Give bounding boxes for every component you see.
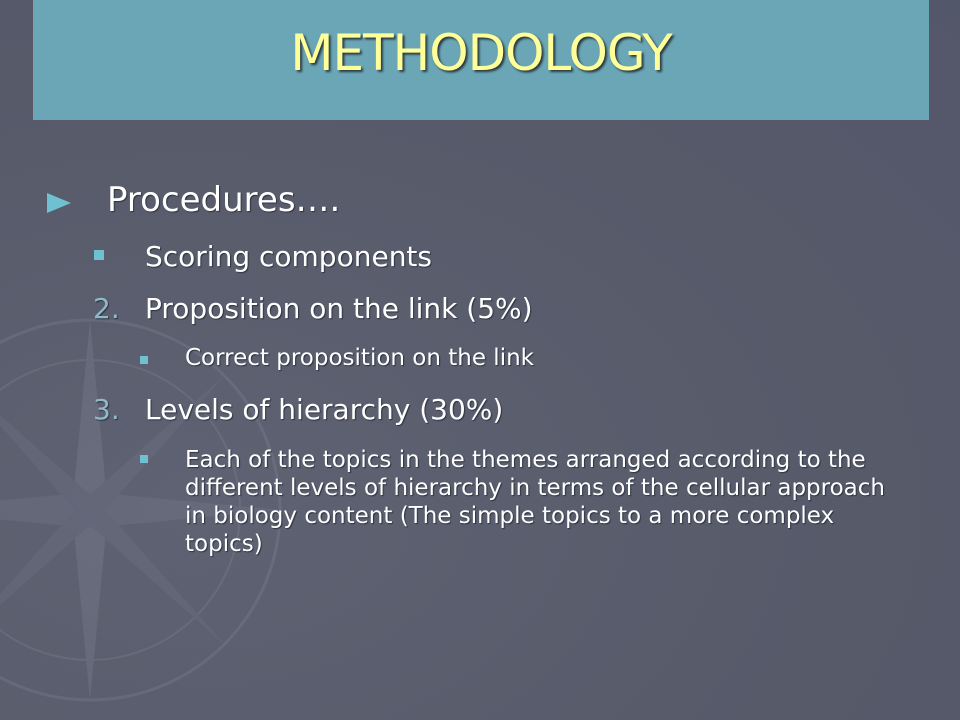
scoring-components-label: Scoring components (145, 240, 432, 273)
square-bullet-icon (140, 455, 148, 463)
square-bullet-icon (140, 356, 148, 364)
proposition-item: Proposition on the link (5%) (145, 292, 533, 325)
proposition-detail: Correct proposition on the link (185, 345, 534, 371)
arrow-bullet-icon (47, 193, 71, 213)
hierarchy-item: Levels of hierarchy (30%) (145, 393, 504, 426)
title-bar (33, 0, 929, 120)
procedures-heading: Procedures…. (107, 180, 341, 220)
slide-title: METHODOLOGY (290, 24, 672, 82)
hierarchy-detail: Each of the topics in the themes arranged according to the different levels of hierarchy in terms of the cellular approach in biology content (The simple topics to a more complex topics) (185, 447, 885, 557)
item-number: 2. (93, 292, 120, 325)
item-number: 3. (93, 393, 120, 426)
square-bullet-icon (94, 250, 104, 260)
